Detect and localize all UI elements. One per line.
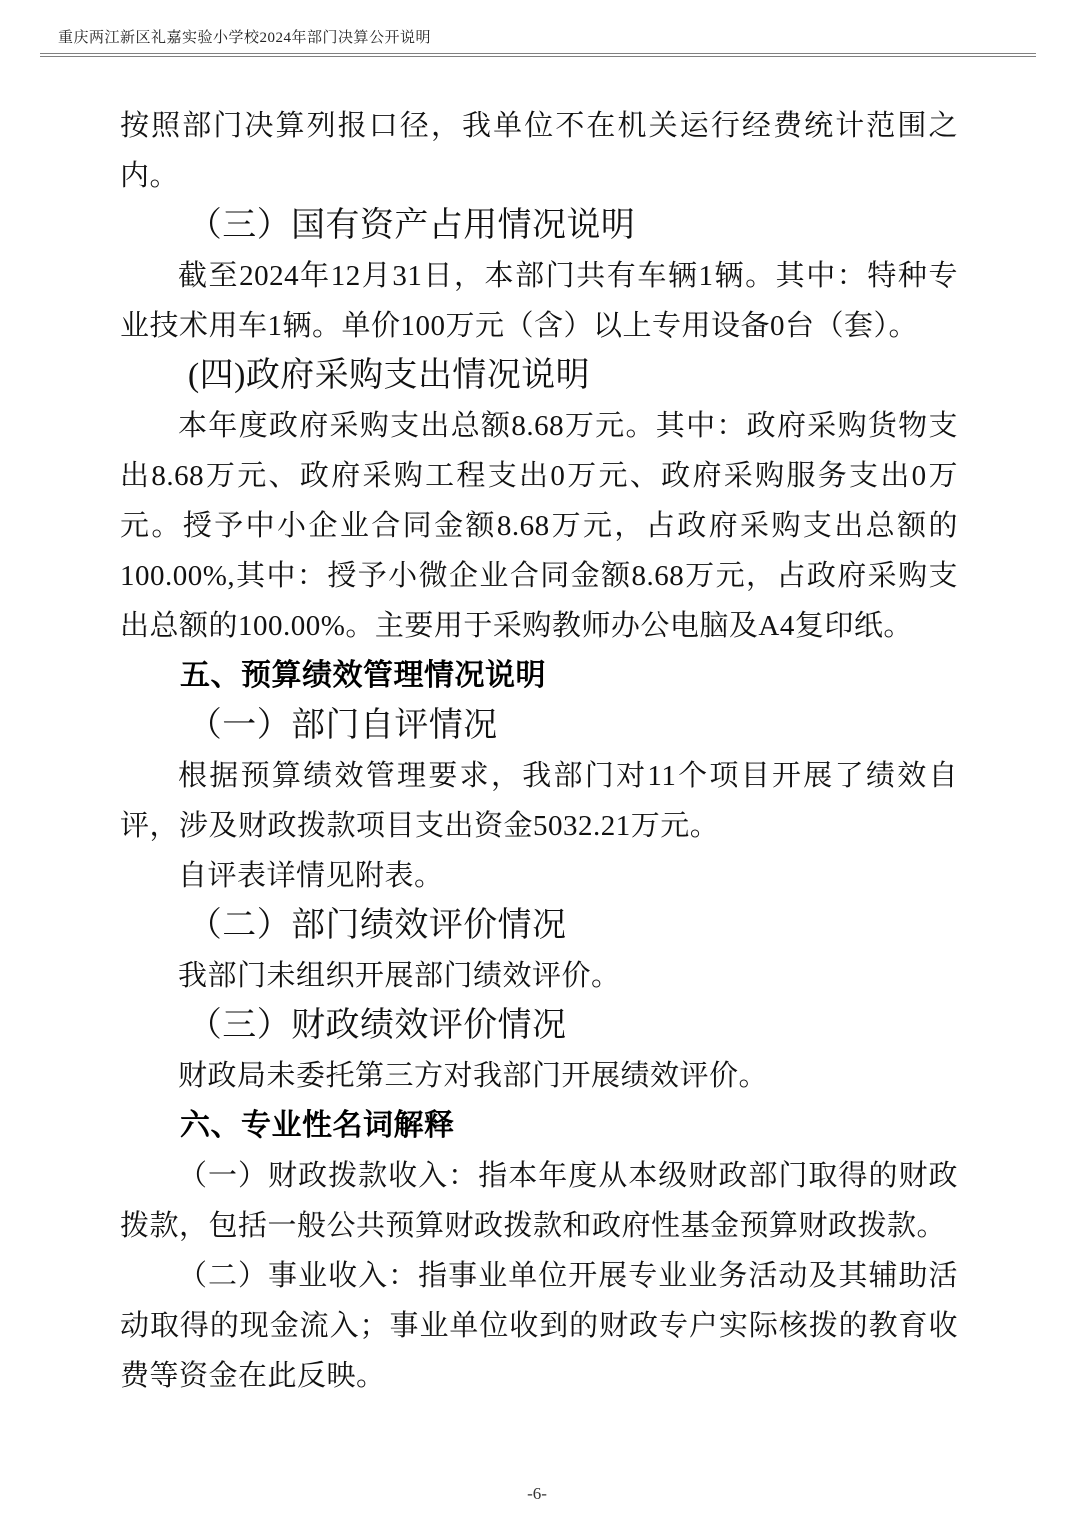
paragraph: 根据预算绩效管理要求，我部门对11个项目开展了绩效自评，涉及财政拨款项目支出资金5032.21万元。	[120, 760, 958, 842]
sub-heading: (四)政府采购支出情况说明	[187, 357, 591, 394]
sub-heading: （一）部门自评情况	[187, 707, 498, 744]
document-footer	[0, 1484, 1074, 1504]
paragraph: 自评表详情见附表。	[178, 860, 444, 892]
section-heading: 六、专业性名词解释	[180, 1109, 455, 1142]
sub-heading: （三）国有资产占用情况说明	[187, 207, 636, 244]
paragraph: 本年度政府采购支出总额8.68万元。其中：政府采购货物支出8.68万元、政府采购工程支出0万元、政府采购服务支出0万元。授予中小企业合同金额8.68万元，占政府采购支出总额的100.00%,其中：授予小微企业合同金额8.68万元，占政府采购支出总额的100.00%。主要用于采购教师办公电脑及A4复印纸。	[120, 410, 958, 642]
paragraph: （一）财政拨款收入：指本年度从本级财政部门取得的财政拨款，包括一般公共预算财政拨款和政府性基金预算财政拨款。	[120, 1160, 958, 1242]
paragraph: （二）事业收入：指事业单位开展专业业务活动及其辅助活动取得的现金流入；事业单位收到的财政专户实际核拨的教育收费等资金在此反映。	[120, 1260, 958, 1392]
section-heading: 五、预算绩效管理情况说明	[180, 659, 546, 692]
document-body	[0, 101, 1074, 1401]
sub-heading: （三）财政绩效评价情况	[187, 1007, 567, 1044]
paragraph: 财政局未委托第三方对我部门开展绩效评价。	[178, 1060, 769, 1092]
page-number: -6-	[527, 1484, 547, 1503]
header-title: 重庆两江新区礼嘉实验小学校2024年部门决算公开说明	[58, 30, 432, 46]
paragraph: 截至2024年12月31日，本部门共有车辆1辆。其中：特种专业技术用车1辆。单价100万元（含）以上专用设备0台（套）。	[120, 260, 958, 342]
document-header	[0, 0, 1074, 57]
sub-heading: （二）部门绩效评价情况	[187, 907, 567, 944]
paragraph: 我部门未组织开展部门绩效评价。	[178, 960, 621, 992]
header-rule	[40, 53, 1036, 57]
paragraph: 按照部门决算列报口径，我单位不在机关运行经费统计范围之内。	[120, 110, 958, 192]
